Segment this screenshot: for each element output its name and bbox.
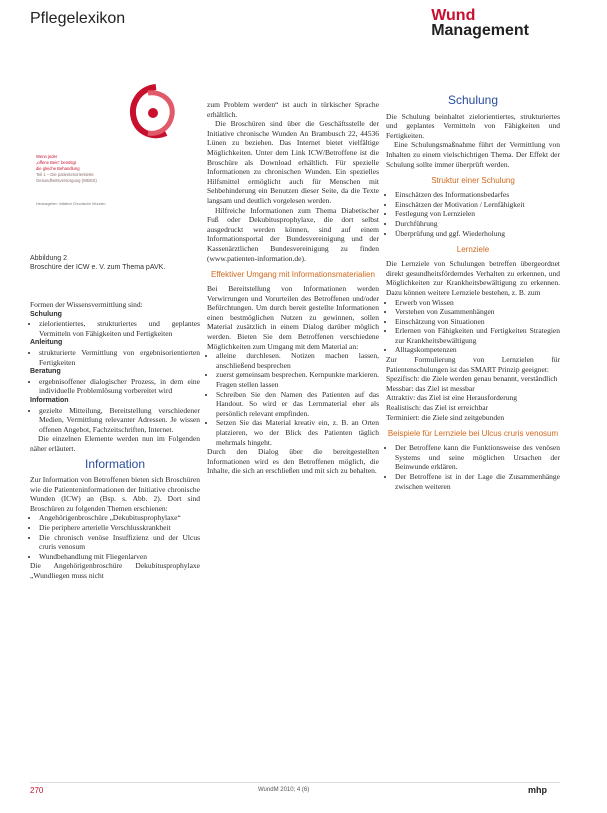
smart-line: Messbar: das Ziel ist messbar [386, 383, 475, 393]
list-item: • ergebnisoffener dialogischer Prozess, in dem eine individuelle Problemlösung vorbereitet wird [39, 377, 200, 396]
list-item: • alleine durchlesen. Notizen machen lassen, anschließend besprechen [216, 351, 379, 370]
paragraph: Bei Bereitstellung von Informationen werden Verwirrungen und Vorurteilen des Betroffenen und/oder Befürchtungen. Um durch bereit gestellte Informationen einen bestmöglichen Nutzen zu gewinnen, sollen Material zusätzlich in einem Dialog darüber möglich werden. Bieten Sie dem Betroffenen verschiedene Möglichkeiten zum Umgang mit dem Material an: [207, 284, 379, 351]
list-item: • Schreiben Sie den Namen des Patienten auf das Handout. So wird er das Lernmaterial eher als persönlich relevant empfinden. [216, 390, 379, 419]
list-item: • Überprüfung und ggf. Wiederholung [395, 229, 560, 239]
list-item: • Setzen Sie das Material kreativ ein, z. B. an Orten platzieren, wo der Blick des Patienten täglich mehrmals hingeht. [216, 418, 379, 447]
list-item: • zuerst gemeinsam besprechen. Kernpunkte markieren. Fragen stellen lassen [216, 370, 379, 389]
caption-text: Broschüre der ICW e. V. zum Thema pAVK. [30, 264, 166, 271]
list-item: • Einschätzung von Situationen [395, 317, 560, 327]
logo-word-management: Management [431, 22, 529, 39]
paragraph: Hilfreiche Informationen zum Thema Diabetischer Fuß oder Dekubitusprophylaxe, die dort selbst ausgedruckt werden können, sind auf einem Informationsportal der Bundesvereinigung und der Kassenärztlichen Bundesvereinigung zu finden (www.patienten-information.de). [207, 205, 379, 263]
section-heading-schulung: Schulung [447, 93, 499, 107]
paragraph: zum Problem werden“ ist auch in türkischer Sprache erhältlich. [207, 100, 379, 119]
column-2 [207, 100, 379, 476]
journal-logo [431, 8, 529, 38]
term-heading: Schulung [30, 310, 62, 318]
column-1 [30, 300, 200, 581]
list-item: • Die periphere arterielle Verschlusskrankheit [39, 523, 200, 533]
smart-line: Attraktiv: das Ziel ist eine Herausforderung [386, 393, 518, 403]
ribbon-logo-icon [126, 83, 184, 143]
list-item: • Der Betroffene ist in der Lage die Zusammenhänge zwischen weiteren [395, 472, 560, 491]
brochure-line: Teil 1 – Die patientenorientierte [36, 172, 94, 177]
issue-info: WundM 2010; 4 (6) [258, 787, 310, 793]
list-item: • Einschätzen des Informationsbedarfes [395, 190, 560, 200]
list-item: • Erlernen von Fähigkeiten und Fertigkeiten Strategien zur Krankheitsbewältigung [395, 326, 560, 345]
section-heading-information: Information [84, 456, 146, 471]
publisher-logo: mhp [528, 785, 547, 795]
caption-label: Abbildung 2 [30, 255, 67, 262]
list-item: • Der Betroffene kann die Funktionsweise des venösen Systems und seine möglichen Ursachen der Beinwunde erklären. [395, 443, 560, 472]
list-item: • Festlegung von Lernzielen [395, 209, 560, 219]
paragraph: Die Lernziele von Schulungen betreffen übergeordnet direkt gesundheitsförderndes Verhalten zu erkennen, und Möglichkeiten zur Krankheitsbewältigung zu erkennen. Dazu können weitere Lernziele bestehen, z. B. zum [386, 259, 560, 297]
subheading-beispiele: Beispiele für Lernziele bei Ulcus cruris venosum [387, 429, 559, 439]
brochure-line: Wenn jeder [36, 154, 58, 159]
column-3 [386, 93, 560, 491]
brochure-line: „offene Bein“ benötigt [36, 160, 76, 165]
brochure-figure [30, 68, 200, 248]
paragraph: Zur Information von Betroffenen bieten sich Broschüren wie die Patienteninformationen der Initiative chronische Wunden (ICW) an (Bsp. s. Abb. 2). Dort sind Broschüren zu folgenden Themen erschienen: [30, 475, 200, 513]
list-item: • Wundbehandlung mit Fliegenlarven [39, 552, 200, 562]
brochure-text [36, 154, 176, 184]
list-item: • Alltagskompetenzen [395, 345, 560, 355]
list-item: • zielorientiertes, strukturiertes und geplantes Vermitteln von Fähigkeiten und Fertigkeiten [39, 319, 200, 338]
section-title: Pflegelexikon [30, 10, 126, 27]
paragraph: Die einzelnen Elemente werden nun im Folgenden näher erläutert. [30, 434, 200, 453]
list-item: • Erwerb von Wissen [395, 298, 560, 308]
figure-caption [30, 254, 208, 272]
paragraph: Durch den Dialog über die bereitgestellten Informationen wird es den Betroffenen möglich, die Inhalte, die sich an erschließen und mit sich zu behalten. [207, 447, 379, 476]
paragraph: Eine Schulungsmaßnahme führt der Vermittlung von Inhalten zu einem vielschichtigen Thema. Der Effekt der Schulung sollte immer überprüft werden. [386, 140, 560, 169]
page-number: 270 [30, 786, 44, 795]
paragraph: Zur Formulierung von Lernzielen für Patientenschulungen ist das SMART Prinzip geeignet: [386, 355, 560, 374]
paragraph: Die Schulung beinhaltet zielorientiertes, strukturiertes und geplantes Vermitteln von Fähigkeiten und Fertigkeiten. [386, 111, 560, 140]
subheading-lernziele: Lernziele [456, 245, 490, 255]
paragraph: Die Angehörigenbroschüre Dekubitusprophylaxe „Wundliegen muss nicht [30, 561, 200, 581]
paragraph: Die Broschüren sind über die Geschäftsstelle der Initiative chronische Wunden An Brambusch 22, 44536 Lünen zu beziehen. Das Internet bietet vielfältige Möglichkeiten. Unter dem Link ICW/Betroffene ist die Broschüre als Download erhältlich. Für spezielle Informationen zu chronischen Wunden. Ein spezielles Hilfsmittel ermöglicht auch für Menschen mit Sehbehinderung ein Benutzen dieser Seite, da die Texte langsam und deutlich vorgelesen werden. [207, 119, 379, 205]
list-item: • strukturierte Vermittlung von ergebnisorientierten Fertigkeiten [39, 348, 200, 367]
logo-word-wund: Wund [431, 7, 476, 24]
term-heading: Information [30, 396, 69, 404]
list-item: • Angehörigenbroschüre „Dekubitusprophylaxe“ [39, 513, 200, 523]
brochure-footer: Herausgeber: Initiative Chronische Wunden [36, 202, 106, 206]
term-heading: Anleitung [30, 339, 63, 347]
section-heading-umgang: Effektiver Umgang mit Informationsmaterialien [211, 270, 375, 280]
brochure-line: Gesundheitsversorgung (WBSS) [36, 178, 97, 183]
subheading-struktur: Struktur einer Schulung [431, 176, 515, 186]
list-item: • Die chronisch venöse Insuffizienz und der Ulcus cruris venosum [39, 533, 200, 552]
smart-line: Terminiert: die Ziele sind zeitgebunden [386, 412, 505, 422]
term-heading: Beratung [30, 368, 61, 376]
smart-line: Realistisch: das Ziel ist erreichbar [386, 403, 489, 413]
brochure-line: die gleiche Behandlung [36, 166, 80, 171]
footer-divider [30, 782, 560, 783]
list-item: • gezielte Mitteilung, Bereitstellung verschiedener Medien, Vermittlung relevanter Adressen. Je wissen offenen Angebot, Fachzeitschriften, Internet. [39, 406, 200, 435]
list-item: • Einschätzen der Motivation / Lernfähigkeit [395, 200, 560, 210]
paragraph: Formen der Wissensvermittlung sind: [30, 300, 143, 309]
list-item: • Verstehen von Zusammenhängen [395, 307, 560, 317]
list-item: • Durchführung [395, 219, 560, 229]
smart-line: Spezifisch: die Ziele werden genau benannt, verständlich [386, 374, 558, 384]
